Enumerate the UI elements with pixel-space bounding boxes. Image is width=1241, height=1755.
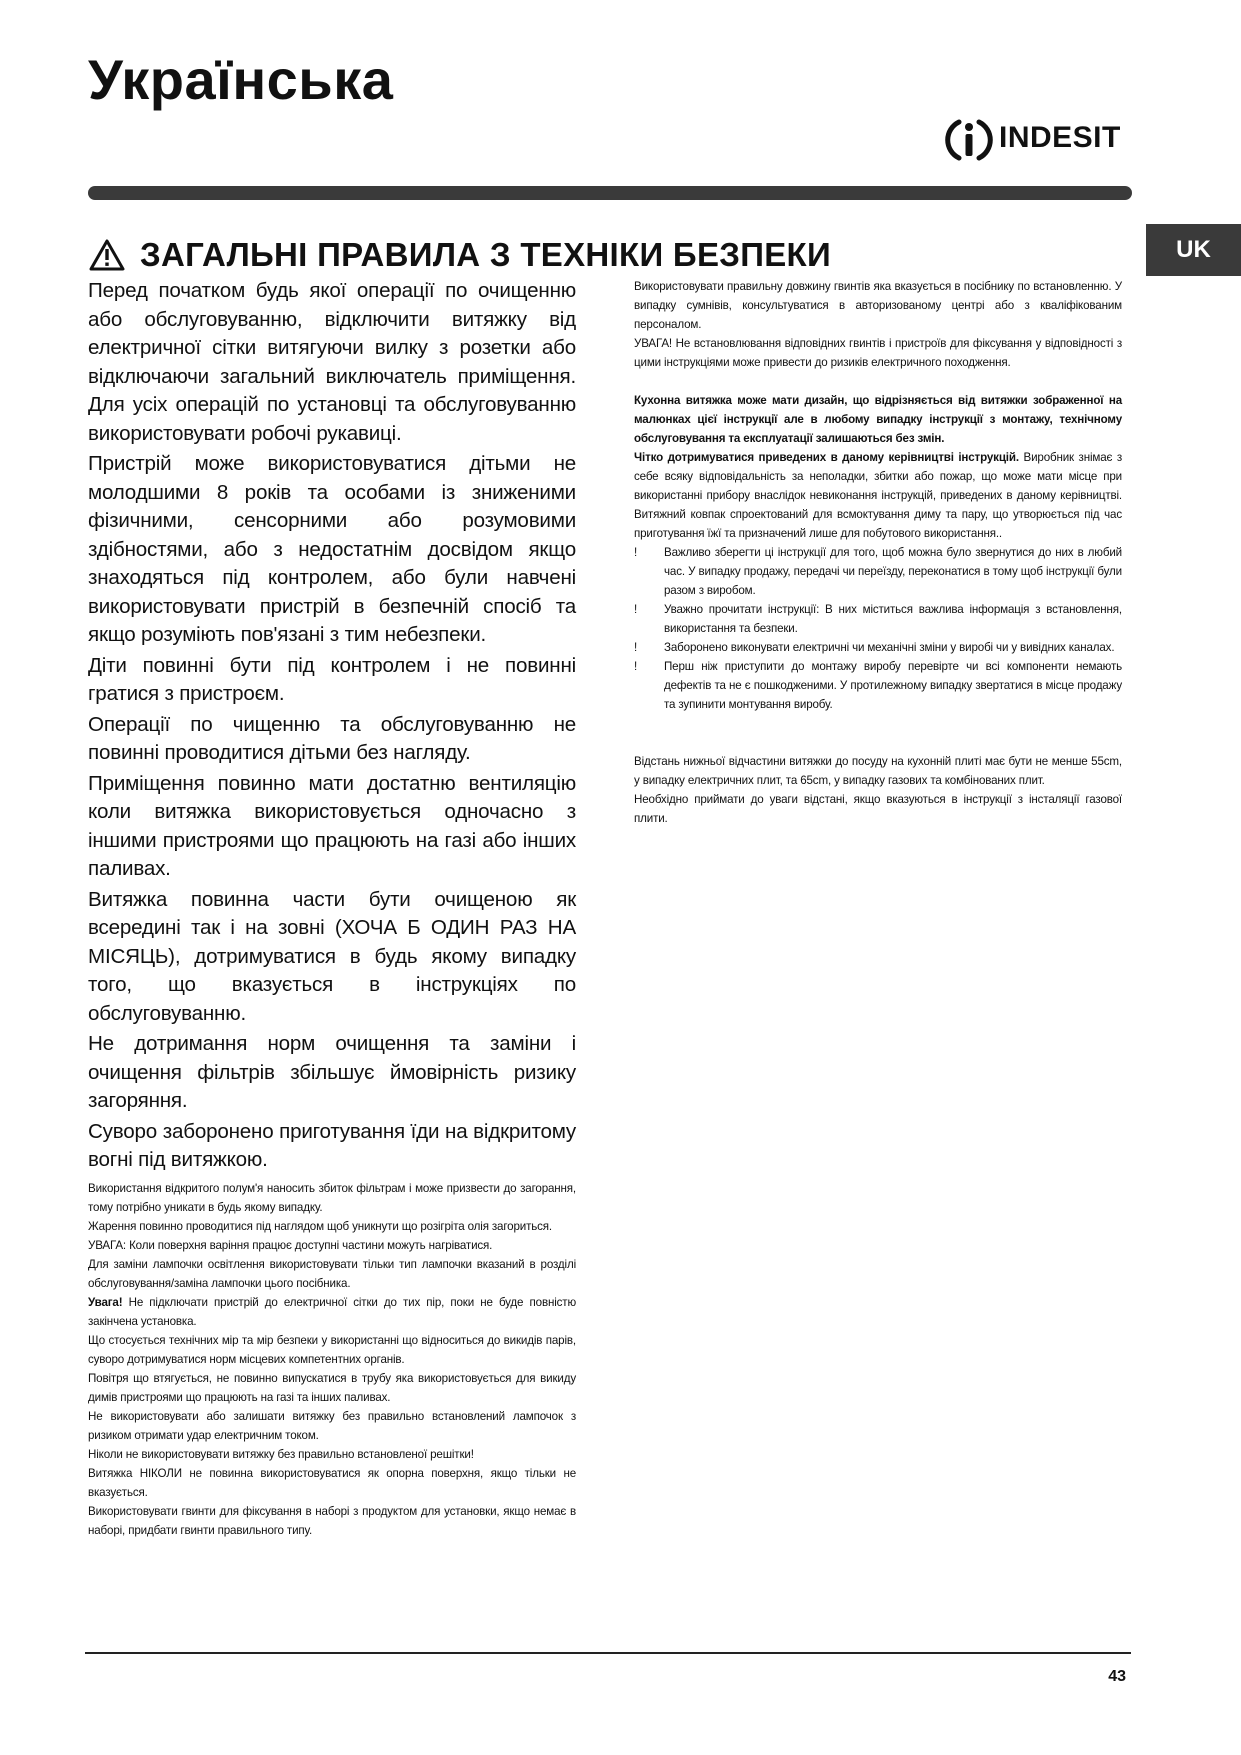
warning-icon [88, 238, 126, 272]
paragraph: УВАГА: Коли поверхня варіння працює доступні частини можуть нагріватися. [88, 1238, 493, 1252]
indesit-logo-mark [945, 116, 993, 164]
exclamation-icon: ! [634, 660, 638, 673]
paragraph: Операції по чищенню та обслуговуванню не повинні проводитися дітьми без нагляду. [88, 712, 576, 764]
left-column [88, 277, 576, 1540]
paragraph: Не дотримання норм очищення та заміни і очищення фільтрів збільшує ймовірність ризику загоряння. [88, 1032, 576, 1112]
important-notes-list [634, 543, 1122, 714]
brand-name: INDESIT [999, 121, 1121, 154]
paragraph: УВАГА! Не встановлювання відповідних гвинтів і пристроїв для фіксування у відповідності з цими інструкціями може привести до ризиків електричного походження. [634, 337, 1122, 369]
paragraph: Суворо заборонено приготування їди на відкритому вогні під витяжкою. [88, 1119, 576, 1171]
language-tab: UK [1146, 224, 1241, 276]
section-title: ЗАГАЛЬНІ ПРАВИЛА З ТЕХНІКИ БЕЗПЕКИ [140, 236, 832, 273]
list-item-text: Перш ніж приступити до монтажу виробу перевірте чи всі компоненти немають дефектів та не є пошкодженими. У протилежному випадку звертатися в місце продажу та зупинити монтування виробу. [664, 660, 1122, 711]
list-item [634, 600, 1122, 638]
paragraph [88, 1293, 576, 1331]
paragraph: Витяжка НІКОЛИ не повинна використовуватися як опорна поверхня, якщо тільки не вказується. [88, 1466, 576, 1499]
paragraph: Пристрій може використовуватися дітьми не молодшими 8 років та особами із зниженими фізичними, сенсорними або розумовими здібностями, або з недостатнім досвідом якщо знаходяться під контролем, або були навчені використовувати пристрій в безпечній спосіб та якщо розуміють пов'язані з тим небезпеки. [88, 452, 576, 646]
paragraph: Діти повинні бути під контролем і не повинні гратися з пристроєм. [88, 653, 576, 705]
language-title: Українська [88, 48, 394, 111]
bold-text: Чітко дотримуватися приведених в даному керівництві інструкцій. [634, 451, 1019, 464]
paragraph-bold [634, 391, 1122, 448]
small-warnings [88, 1179, 576, 1540]
paragraph-text: Не підключати пристрій до електричної сітки до тих пір, поки не буде повністю закінчена установка. [88, 1295, 576, 1328]
paragraph: Відстань нижньої відчастини витяжки до посуду на кухонній плиті має бути не менше 55cm, у випадку електричних плит, та 65cm, у випадку газових та комбінованих плит. [634, 755, 1122, 787]
list-item [634, 638, 1122, 657]
indesit-logo [945, 116, 1130, 164]
paragraph: Не використовувати або залишати витяжку без правильно встановлений лампочок з ризиком отримати удар електричним током. [88, 1409, 576, 1442]
page-number: 43 [1108, 1668, 1126, 1685]
right-column [634, 277, 1122, 828]
list-item-text: Заборонено виконувати електричні чи механічні зміни у виробі чи у вивідних каналах. [664, 641, 1115, 654]
header-divider [88, 186, 1132, 200]
paragraph: Приміщення повинно мати достатню вентиляцію коли витяжка використовується одночасно з іншими пристроями що працюють на газі або інших паливах. [88, 771, 576, 880]
paragraph: Ніколи не використовувати витяжку без правильно встановленої решітки! [88, 1447, 474, 1461]
exclamation-icon: ! [634, 641, 638, 654]
section-heading [88, 236, 831, 274]
paragraph: Необхідно приймати до уваги відстані, якщо вказуються в інструкції з інсталяції газової плити. [634, 793, 1122, 825]
paragraph-text: Виробник знімає з себе всяку відповідальність за неполадки, збитки або пожар, що може мати місце при використанні прибору внаслідок невиконання інструкцій, приведених в даному керівництві. Витяжний ковпак спроектований для всмоктування диму та пару, що утворюється під час приготування їжї та призначений лише для побутового використання.. [634, 451, 1123, 540]
paragraph: Для заміни лампочки освітлення використовувати тільки тип лампочки вказаний в розділі обслуговування/заміна лампочки цього посібника. [88, 1257, 576, 1290]
paragraph: Використовувати гвинти для фіксування в наборі з продуктом для установки, якщо немає в наборі, придбати гвинти правильного типу. [88, 1504, 576, 1537]
list-item-text: Важливо зберегти ці інструкції для того, щоб можна було звернутися до них в любий час. У випадку продажу, передачі чи переїзду, переконатися в тому щоб інструкції були разом з виробом. [664, 546, 1122, 597]
exclamation-icon: ! [634, 546, 638, 559]
paragraph: Витяжка повинна части бути очищеною як всередині так і на зовні (ХОЧА Б ОДИН РАЗ НА МІСЯЦЬ), дотримуватися в будь якому випадку того, що вказується в інструкціях по обслуговуванню. [88, 887, 576, 1025]
paragraph: Жарення повинно проводитися під наглядом щоб уникнути що розігріта олія загориться. [88, 1219, 552, 1233]
paragraph: Використовувати правильну довжину гвинтів яка вказується в посібнику по встановленню. У випадку сумнівів, консультуватися в авторизованому центрі або з кваліфікованим персоналом. [634, 280, 1122, 331]
footer-divider [85, 1652, 1131, 1654]
warning-label: Увага! [88, 1295, 123, 1309]
paragraph: Використання відкритого полум'я наносить збиток фільтрам і може призвести до загорання, тому потрібно уникати в будь якому випадку. [88, 1181, 576, 1214]
exclamation-icon: ! [634, 603, 638, 616]
list-item-text: Уважно прочитати інструкції: В них міститься важлива інформація з встановлення, використання та безпеки. [664, 603, 1122, 635]
list-item [634, 543, 1122, 600]
bold-text: Кухонна витяжка може мати дизайн, що відрізняється від витяжки зображенної на малюнках цієї інструкції але в любому випадку інструкції з монтажу, технічному обслуговування та експлуатації залишаються без змін. [634, 394, 1122, 445]
paragraph: Повітря що втягується, не повинно випускатися в трубу яка використовується для викиду димів пристроями що працюють на газі та інших паливах. [88, 1371, 576, 1404]
paragraph: Що стосується технічних мір та мір безпеки у використанні що відноситься до викидів парів, суворо дотримуватися норм місцевих компетентних органів. [88, 1333, 576, 1366]
paragraph [634, 448, 1122, 543]
large-warnings [88, 277, 576, 1175]
list-item [634, 657, 1122, 714]
paragraph: Перед початком будь якої операції по очищенню або обслуговуванню, відключити витяжку від електричної сітки витягуючи вилку з розетки або відключаючи загальний виключатель приміщення. Для усіх операцій по установці та обслуговуванню використовувати робочі рукавиці. [88, 279, 576, 445]
